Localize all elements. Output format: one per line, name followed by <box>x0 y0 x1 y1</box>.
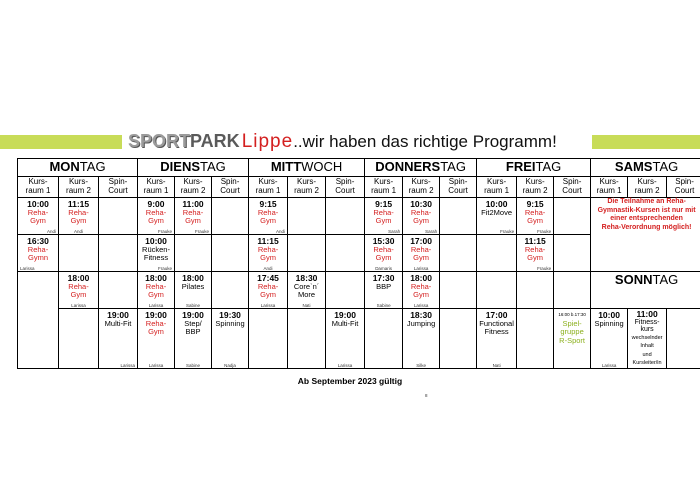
col-kursraum-1: Kurs- raum 1 <box>477 177 517 198</box>
empty-cell <box>99 272 138 309</box>
empty-cell <box>212 235 249 272</box>
course-cell: 19:00 Reha- Gym Larissa <box>138 309 175 369</box>
empty-cell <box>554 198 591 235</box>
empty-cell <box>554 235 591 272</box>
col-kursraum-2: Kurs- raum 2 <box>628 177 667 198</box>
course-cell: 18:00 Reha- Gym Larissa <box>403 272 440 309</box>
brand-sport: SPORT <box>128 131 191 151</box>
course-cell: 19:00 Step/ BBP Sabine <box>175 309 212 369</box>
course-cell: 19:00 Multi-Fit Larissa <box>326 309 365 369</box>
col-spin-court: Spin- Court <box>440 177 477 198</box>
empty-cell <box>440 309 477 369</box>
course-cell: 18:00 Reha- Gym Larissa <box>138 272 175 309</box>
empty-cell <box>365 309 403 369</box>
empty-cell <box>517 272 554 309</box>
course-cell: 19:30 Spinning Nadja <box>212 309 249 369</box>
course-cell: 11:15 Reha- Gym Frauke <box>517 235 554 272</box>
empty-cell <box>59 235 99 272</box>
col-spin-court: Spin- Court <box>667 177 700 198</box>
col-kursraum-1: Kurs- raum 1 <box>365 177 403 198</box>
validity-note: Ab September 2023 gültig <box>297 376 403 386</box>
empty-cell <box>288 235 326 272</box>
schedule-row <box>18 309 700 369</box>
col-kursraum-1: Kurs- raum 1 <box>138 177 175 198</box>
course-cell: 10:00 Spinning Larissa <box>591 309 628 369</box>
empty-cell <box>517 309 554 369</box>
course-cell: 9:15 Reha- Gym Sarah <box>365 198 403 235</box>
course-cell: 15:30 Reha- Gym Damaris <box>365 235 403 272</box>
brand-lippe: Lippe <box>241 131 294 152</box>
course-cell: 9:00 Reha- Gym Frauke <box>138 198 175 235</box>
col-spin-court: Spin- Court <box>212 177 249 198</box>
empty-cell <box>440 198 477 235</box>
empty-cell <box>59 309 99 369</box>
col-kursraum-1: Kurs- raum 1 <box>18 177 59 198</box>
day-saturday: SAMSTAG <box>591 159 700 177</box>
reha-notice: Die Teilnahme an Reha- Gymnastik-Kursen ist nur mit einer entsprechenden Reha-Verordnung möglich! <box>591 198 700 272</box>
col-spin-court: Spin- Court <box>326 177 365 198</box>
schedule-row <box>18 272 700 309</box>
col-kursraum-2: Kurs- raum 2 <box>59 177 99 198</box>
empty-cell <box>212 272 249 309</box>
day-wednesday: MITTWOCH <box>249 159 365 177</box>
course-cell: 10:00 Reha- Gym Andi <box>18 198 59 235</box>
empty-cell <box>99 235 138 272</box>
course-cell: 10:00 Fit2Move Frauke <box>477 198 517 235</box>
col-kursraum-2: Kurs- raum 2 <box>403 177 440 198</box>
course-cell: 18:00 Reha- Gym Larissa <box>59 272 99 309</box>
empty-cell <box>18 272 59 369</box>
empty-cell <box>326 272 365 309</box>
col-spin-court: Spin- Court <box>554 177 591 198</box>
course-cell: 11:00 Fitness- kurs wechselnder Inhalt und Kursleiter/in <box>628 309 667 369</box>
course-cell: 17:00 Reha- Gym Larissa <box>403 235 440 272</box>
empty-cell <box>175 235 212 272</box>
course-cell: 19:00 Multi-Fit Larissa <box>99 309 138 369</box>
course-cell: 16:30 Reha- Gymn Larissa <box>18 235 59 272</box>
brand-park: PARK <box>190 131 240 151</box>
course-cell: 11:15 Reha- Gym Andi <box>59 198 99 235</box>
course-cell: 11:15 Reha- Gym Andi <box>249 235 288 272</box>
course-cell: 16:00 b.17:30 Spiel- gruppe R-Sport <box>554 309 591 369</box>
empty-cell <box>667 309 700 369</box>
course-cell: 18:30 Jumping Silke <box>403 309 440 369</box>
course-cell: 9:15 Reha- Gym Andi <box>249 198 288 235</box>
col-kursraum-1: Kurs- raum 1 <box>249 177 288 198</box>
course-cell: 9:15 Reha- Gym Frauke <box>517 198 554 235</box>
column-header-row <box>18 177 700 198</box>
empty-cell <box>440 272 477 309</box>
course-cell: 10:30 Reha- Gym Sarah <box>403 198 440 235</box>
course-cell: 17:30 BBP Sabine <box>365 272 403 309</box>
course-cell: 11:00 Reha- Gym Frauke <box>175 198 212 235</box>
empty-cell <box>477 272 517 309</box>
day-sunday: SONNTAG <box>591 272 700 309</box>
day-monday: MONTAG <box>18 159 138 177</box>
course-cell: 17:00 Functional Fitness Nati <box>477 309 517 369</box>
page-header <box>128 131 557 155</box>
day-thursday: DONNERSTAG <box>365 159 477 177</box>
course-cell: 18:00 Pilates Sabine <box>175 272 212 309</box>
day-friday: FREITAG <box>477 159 591 177</box>
empty-cell <box>99 198 138 235</box>
day-tuesday: DIENSTAG <box>138 159 249 177</box>
empty-cell <box>554 272 591 309</box>
empty-cell <box>288 198 326 235</box>
course-cell: 10:00 Rücken- Fitness Frauke <box>138 235 175 272</box>
empty-cell <box>326 198 365 235</box>
col-kursraum-2: Kurs- raum 2 <box>175 177 212 198</box>
slogan: ..wir haben das richtige Programm! <box>293 132 557 151</box>
empty-cell <box>249 309 288 369</box>
col-kursraum-2: Kurs- raum 2 <box>288 177 326 198</box>
col-kursraum-2: Kurs- raum 2 <box>517 177 554 198</box>
course-cell: 17:45 Reha- Gym Larissa <box>249 272 288 309</box>
empty-cell <box>440 235 477 272</box>
schedule-row <box>18 198 700 235</box>
col-kursraum-1: Kurs- raum 1 <box>591 177 628 198</box>
empty-cell <box>288 309 326 369</box>
empty-cell <box>212 198 249 235</box>
col-spin-court: Spin- Court <box>99 177 138 198</box>
empty-cell <box>326 235 365 272</box>
page-number: 8 <box>425 393 428 398</box>
empty-cell <box>477 235 517 272</box>
course-cell: 18:30 Core`n´ More Nati <box>288 272 326 309</box>
schedule-table <box>17 158 700 369</box>
day-header-row <box>18 159 700 177</box>
